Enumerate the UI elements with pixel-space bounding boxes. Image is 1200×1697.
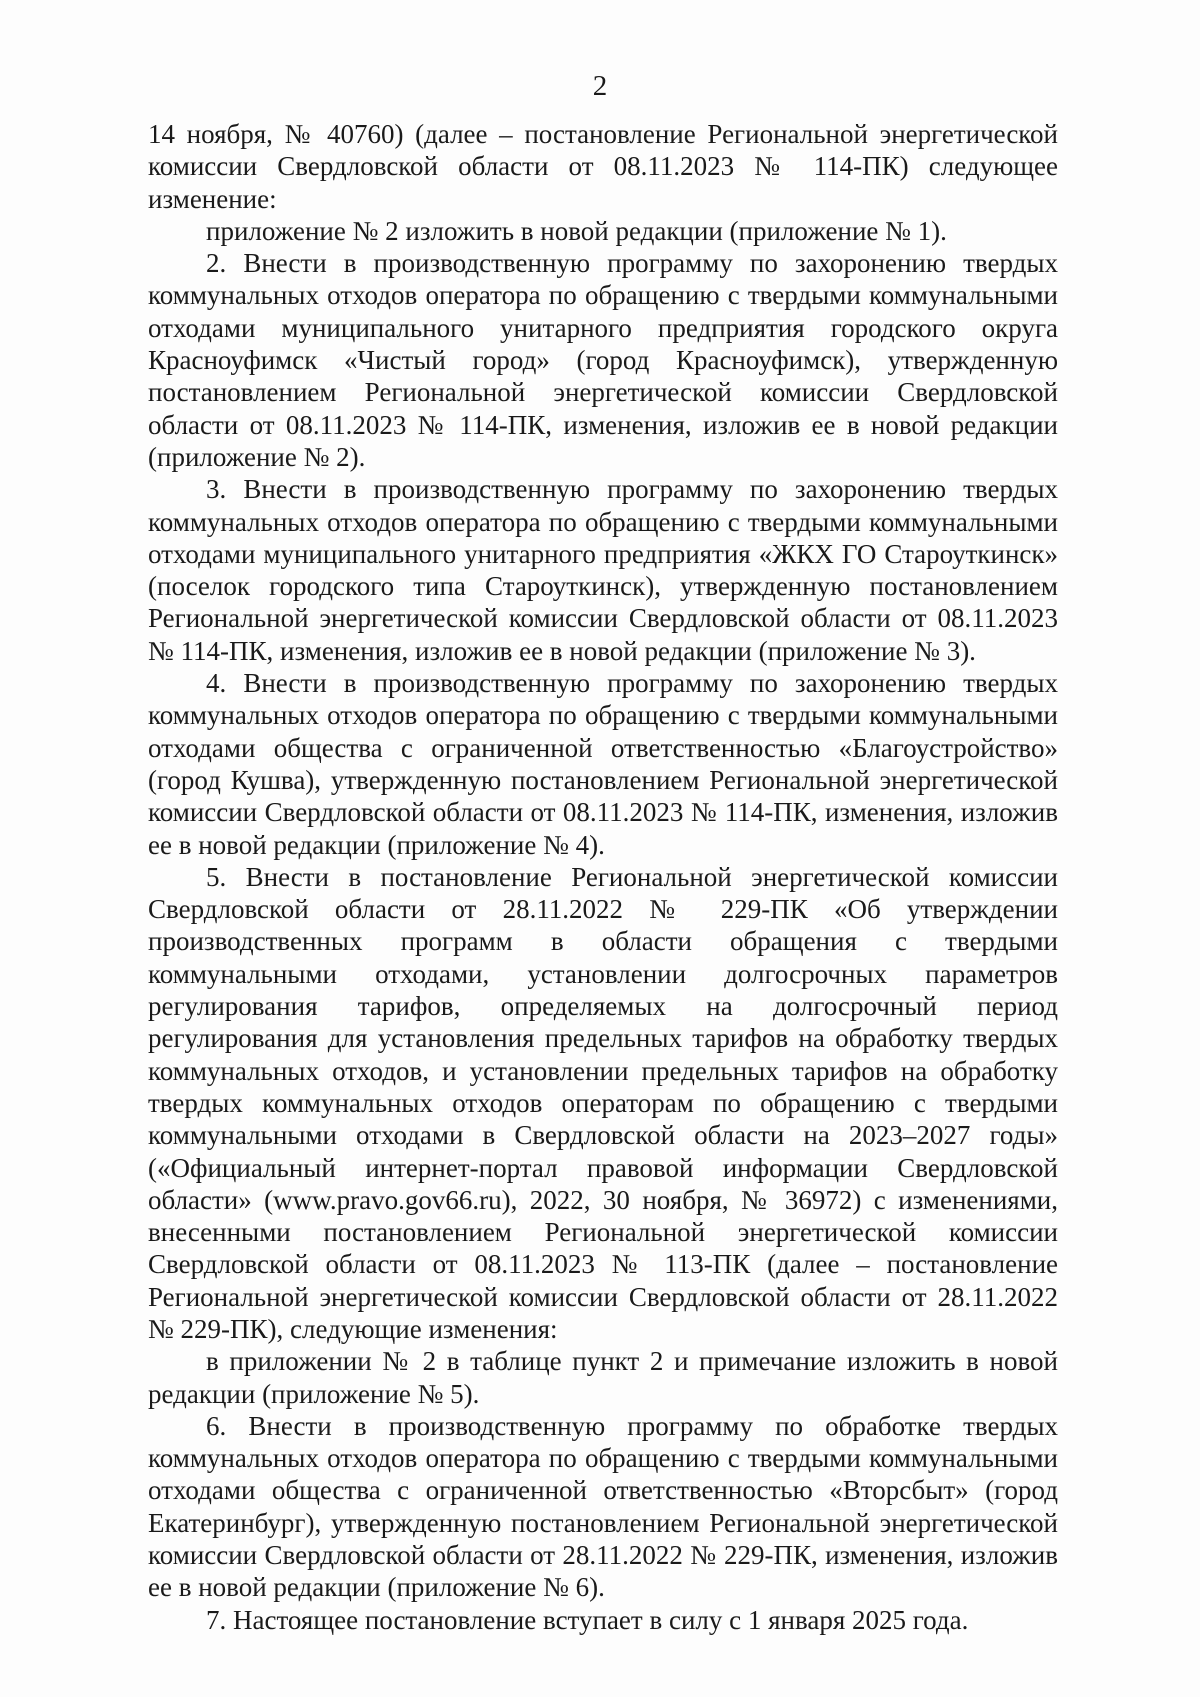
paragraph-item-4: 4. Внести в производственную программу по захоронению твердых коммунальных отходов оператора по обращению с твердыми коммунальными отходами общества с ограниченной ответственностью «Благоустройство» (город Кушва), утвержденную постановлением Региональной энергетической комиссии Свердловской области от 08.11.2023 № 114-ПК, изменения, изложив ее в новой редакции (приложение № 4).	[148, 668, 1058, 860]
paragraph-item-7: 7. Настоящее постановление вступает в силу с 1 января 2025 года.	[206, 1604, 969, 1635]
paragraph-item-3: 3. Внести в производственную программу по захоронению твердых коммунальных отходов оператора по обращению с твердыми коммунальными отходами муниципального унитарного предприятия «ЖКХ ГО Староуткинск» (поселок городского типа Староуткинск), утвержденную постановлением Региональной энергетической комиссии Свердловской области от 08.11.2023 № 114-ПК, изменения, изложив ее в новой редакции (приложение № 3).	[148, 474, 1058, 666]
paragraph-appendix-1: приложение № 2 изложить в новой редакции (приложение № 1).	[206, 215, 947, 246]
page-number: 2	[592, 70, 608, 102]
paragraph-item-5: 5. Внести в постановление Региональной энергетической комиссии Свердловской области от 28.11.2022 № 229-ПК «Об утверждении производственных программ в области обращения с твердыми коммунальными отходами, установлении долгосрочных параметров регулирования тарифов, определяемых на долгосрочный период регулирования для установления предельных тарифов на обработку твердых коммунальных отходов, и установлении предельных тарифов на обработку твердых коммунальных отходов операторам по обращению с твердыми коммунальными отходами в Свердловской области на 2023–2027 годы» («Официальный интернет-портал правовой информации Свердловской области» (www.pravo.gov66.ru), 2022, 30 ноября, № 36972) с изменениями, внесенными постановлением Региональной энергетической комиссии Свердловской области от 08.11.2023 № 113-ПК (далее – постановление Региональной энергетической комиссии Свердловской области от 28.11.2022 № 229-ПК), следующие изменения:	[148, 861, 1058, 1344]
paragraph-item-6: 6. Внести в производственную программу по обработке твердых коммунальных отходов оператора по обращению с твердыми коммунальными отходами общества с ограниченной ответственностью «Вторсбыт» (город Екатеринбург), утвержденную постановлением Региональной энергетической комиссии Свердловской области от 28.11.2022 № 229-ПК, изменения, изложив ее в новой редакции (приложение № 6).	[148, 1410, 1058, 1603]
paragraph-item-2: 2. Внести в производственную программу по захоронению твердых коммунальных отходов оператора по обращению с твердыми коммунальными отходами муниципального унитарного предприятия городского округа Красноуфимск «Чистый город» (город Красноуфимск), утвержденную постановлением Региональной энергетической комиссии Свердловской области от 08.11.2023 № 114-ПК, изменения, изложив ее в новой редакции (приложение № 2).	[148, 248, 1058, 472]
paragraph-continuation: 14 ноября, № 40760) (далее – постановление Региональной энергетической комиссии Свердловской области от 08.11.2023 № 114-ПК) следующее изменение:	[148, 119, 1058, 214]
paragraph-appendix-5: в приложении № 2 в таблице пункт 2 и примечание изложить в новой редакции (приложение № 5).	[148, 1346, 1058, 1409]
document-body	[148, 118, 1058, 1636]
